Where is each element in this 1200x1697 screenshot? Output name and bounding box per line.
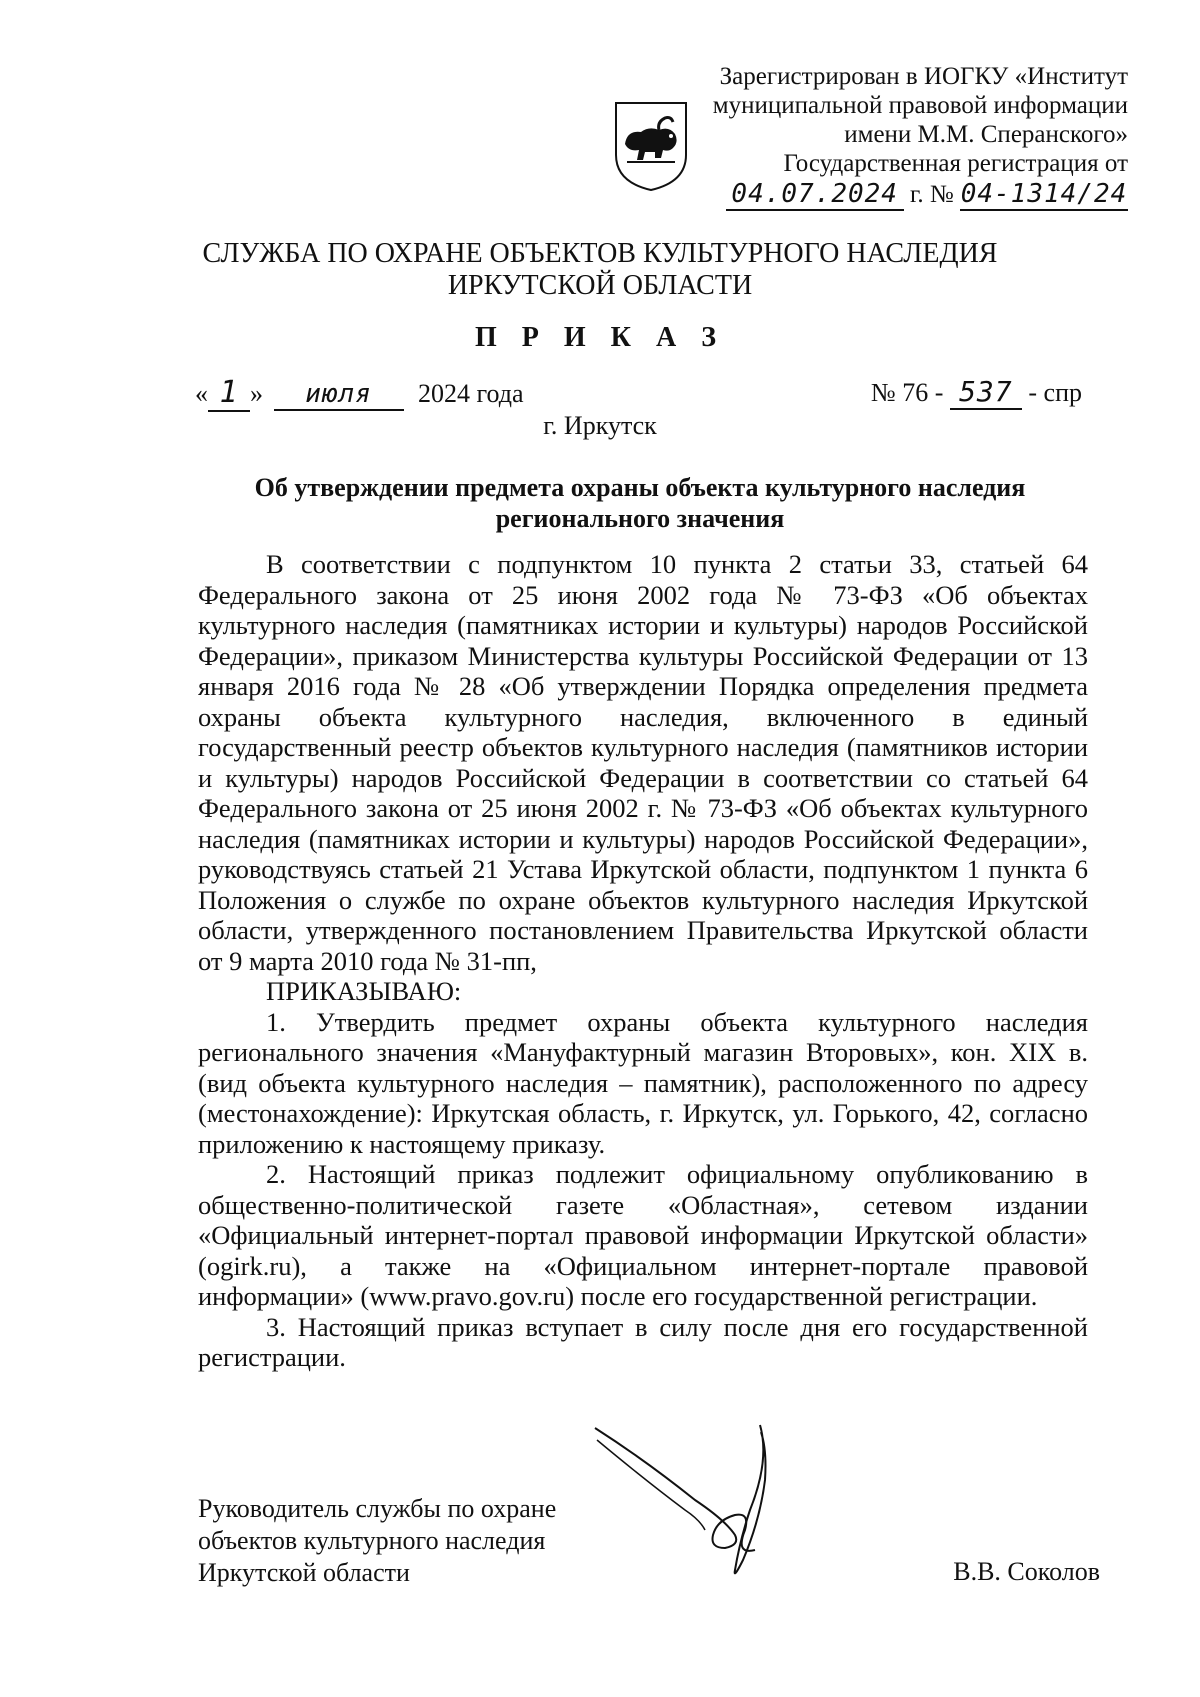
order-subject bbox=[195, 472, 1085, 534]
registration-number: 04-1314/24 bbox=[960, 179, 1128, 209]
date-close-quote: » bbox=[250, 379, 263, 408]
position-line-3: Иркутской области bbox=[198, 1558, 410, 1587]
coat-of-arms-shield bbox=[613, 100, 689, 192]
registration-line-4: Государственная регистрация от bbox=[783, 150, 1128, 177]
agency-heading bbox=[0, 238, 1200, 302]
item-2-paragraph: 2. Настоящий приказ подлежит официальному опубликованию в общественно-политической газете «Областная», сетевом издании «Официальный интернет-портал правовой информации Иркутской области» (ogirk.ru), а также на «Официальном интернет-портале правовой информации» (www.pravo.gov.ru) после его государственной регистрации. bbox=[198, 1159, 1088, 1311]
document-type: П Р И К А З bbox=[475, 322, 725, 353]
city: г. Иркутск bbox=[543, 411, 657, 440]
registration-date: 04.07.2024 bbox=[726, 180, 904, 211]
date-month: июля bbox=[274, 379, 404, 411]
number-suffix: - спр bbox=[1028, 378, 1082, 407]
order-date bbox=[195, 375, 524, 412]
registration-line-1: Зарегистрирован в ИОГКУ «Институт bbox=[719, 63, 1128, 90]
item-3-paragraph: 3. Настоящий приказ вступает в силу после дня его государственной регистрации. bbox=[198, 1311, 1088, 1372]
agency-line-2: ИРКУТСКОЙ ОБЛАСТИ bbox=[447, 270, 753, 301]
preamble-paragraph: В соответствии с подпунктом 10 пункта 2 статьи 33, статьей 64 Федерального закона от 25 июня 2002 года № 73-ФЗ «Об объектах культурного наследия (памятниках истории и культуры) народов Российской Федерации», приказом Министерства культуры Российской Федерации от 13 января 2016 года № 28 «Об утверждении Порядка определения предмета охраны объекта культурного наследия, включенного в единый государственный реестр объектов культурного наследия (памятников истории и культуры) народов Российской Федерации в соответствии со статьей 64 Федерального закона от 25 июня 2002 г. № 73-ФЗ «Об объектах культурного наследия (памятниках истории и культуры) народов Российской Федерации», руководствуясь статьей 21 Устава Иркутской области, подпунктом 1 пункта 6 Положения о службе по охране объектов культурного наследия Иркутской области, утвержденного постановлением Правительства Иркутской области от 9 марта 2010 года № 31-пп, bbox=[198, 549, 1088, 976]
registration-line-3: имени М.М. Сперанского» bbox=[844, 121, 1128, 148]
order-body bbox=[198, 549, 1088, 1373]
position-line-1: Руководитель службы по охране bbox=[198, 1494, 557, 1523]
date-day: 1 bbox=[208, 375, 250, 412]
signatory-position bbox=[198, 1493, 556, 1589]
number-value: 537 bbox=[950, 375, 1022, 410]
position-line-2: объектов культурного наследия bbox=[198, 1526, 546, 1555]
date-open-quote: « bbox=[195, 379, 208, 408]
subject-line-1: Об утверждении предмета охраны объекта культурного наследия bbox=[254, 473, 1026, 502]
registration-g-no: г. № bbox=[909, 181, 954, 208]
order-number bbox=[871, 375, 1082, 410]
subject-line-2: регионального значения bbox=[495, 504, 785, 533]
registration-line-2: муниципальной правовой информации bbox=[712, 92, 1128, 119]
item-1-paragraph: 1. Утвердить предмет охраны объекта культурного наследия регионального значения «Мануфактурный магазин Второвых», кон. XIX в. (вид объекта культурного наследия – памятник), расположенного по адресу (местонахождение): Иркутская область, г. Иркутск, ул. Горького, 42, согласно приложению к настоящему приказу. bbox=[198, 1006, 1088, 1159]
coat-of-arms-icon bbox=[613, 100, 689, 192]
handwritten-signature bbox=[585, 1420, 805, 1590]
agency-line-1: СЛУЖБА ПО ОХРАНЕ ОБЪЕКТОВ КУЛЬТУРНОГО НАСЛЕДИЯ bbox=[202, 238, 998, 269]
date-year: 2024 года bbox=[418, 379, 524, 408]
order-word: ПРИКАЗЫВАЮ: bbox=[266, 976, 462, 1006]
number-prefix: № 76 - bbox=[870, 378, 944, 407]
registration-stamp bbox=[688, 62, 1128, 211]
registration-date-number-line bbox=[688, 180, 1128, 211]
signatory-name: В.В. Соколов bbox=[953, 1557, 1100, 1586]
